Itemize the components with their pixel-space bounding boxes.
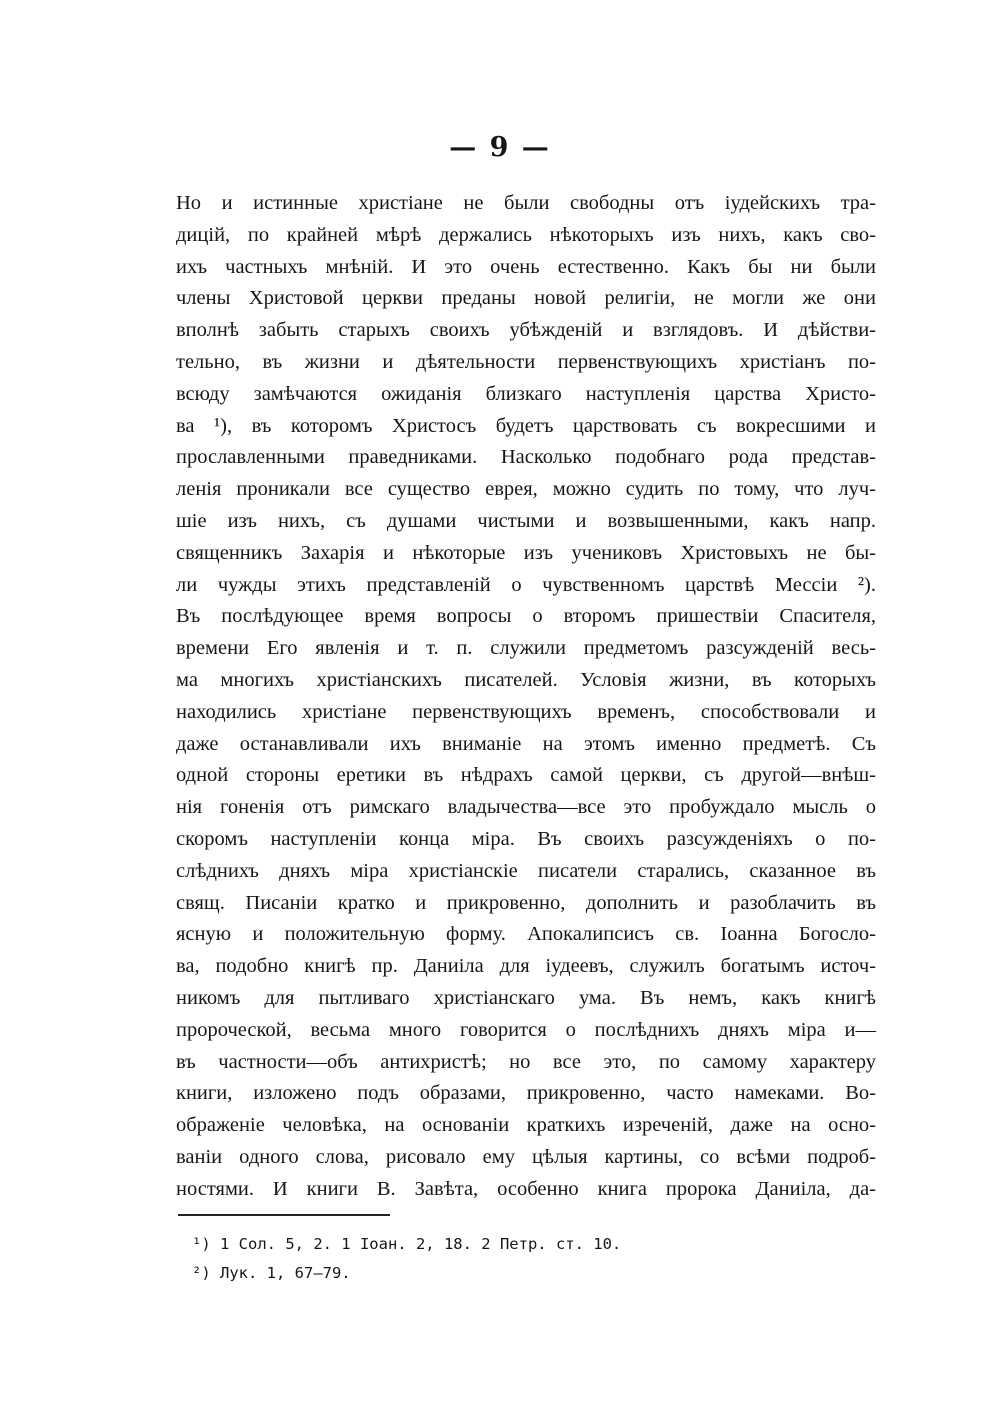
- text-line: ванiи одного слова, рисовало ему цѣлыя картины, со всѣми подроб-: [176, 1145, 876, 1168]
- text-line: прославленными праведниками. Насколько подобнаго рода представ-: [176, 446, 876, 469]
- text-line: скоромъ наступленiи конца мiра. Въ своихъ разсужденiяхъ о по-: [176, 827, 876, 850]
- text-line: ва ¹), въ которомъ Христосъ будетъ царствовать съ вокресшими и: [176, 414, 876, 437]
- text-line: ма многихъ христiанскихъ писателей. Условiя жизни, въ которыхъ: [176, 668, 876, 691]
- text-line: нiя гоненiя отъ римскаго владычества—все это пробуждало мысль о: [176, 796, 876, 819]
- text-line: всюду замѣчаются ожиданiя близкаго наступленiя царства Христо-: [176, 382, 876, 405]
- text-line: ихъ частныхъ мнѣнiй. И это очень естественно. Какъ бы ни были: [176, 255, 876, 278]
- text-line: тельно, въ жизни и дѣятельности первенствующихъ христiанъ по-: [176, 350, 876, 373]
- text-line: шiе изъ нихъ, съ душами чистыми и возвышенными, какъ напр.: [176, 509, 876, 532]
- text-line: Въ послѣдующее время вопросы о второмъ пришествiи Спасителя,: [176, 605, 876, 628]
- footnote-divider: [178, 1214, 390, 1216]
- text-line: ясную и положительную форму. Апокалипсисъ св. Iоанна Богосло-: [176, 923, 876, 946]
- text-line: дицiй, по крайней мѣрѣ держались нѣкоторыхъ изъ нихъ, какъ сво-: [176, 223, 876, 246]
- text-line: пророческой, весьма много говорится о послѣднихъ дняхъ мiра и—: [176, 1018, 876, 1041]
- text-line: вполнѣ забыть старыхъ своихъ убѣжденiй и взглядовъ. И дѣйстви-: [176, 319, 876, 342]
- text-line: даже останавливали ихъ вниманiе на этомъ именно предметѣ. Съ: [176, 732, 876, 755]
- text-line: Но и истинные христiане не были свободны отъ iудейскихъ тра-: [176, 192, 876, 214]
- text-line: находились христiане первенствующихъ временъ, способствовали и: [176, 700, 876, 723]
- text-line: ностями. И книги В. Завѣта, особенно книга пророка Даниiла, да-: [176, 1177, 876, 1200]
- page-number: — 9 —: [449, 132, 551, 163]
- text-line: одной стороны еретики въ нѣдрахъ самой церкви, съ другой—внѣш-: [176, 764, 876, 787]
- text-line: члены Христовой церкви преданы новой религiи, не могли же они: [176, 287, 876, 310]
- footnote-2: ²) Лук. 1, 67—79.: [192, 1264, 351, 1282]
- text-line: ли чужды этихъ представленiй о чувственномъ царствѣ Мессiи ²).: [176, 573, 876, 596]
- text-line: времени Его явленiя и т. п. служили предметомъ разсужденiй весь-: [176, 637, 876, 660]
- body-text: [176, 188, 876, 1206]
- footnotes: [192, 1230, 832, 1288]
- text-line: книги, изложено подъ образами, прикровенно, часто намеками. Во-: [176, 1082, 876, 1105]
- text-line: въ частности—объ антихристѣ; но все это, по самому характеру: [176, 1050, 876, 1073]
- text-line: ображенiе человѣка, на основанiи краткихъ изреченiй, даже на осно-: [176, 1114, 876, 1137]
- text-line: слѣднихъ дняхъ мiра христiанскiе писатели старались, сказанное въ: [176, 859, 876, 882]
- text-line: никомъ для пытливаго христiанскаго ума. Въ немъ, какъ книгѣ: [176, 986, 876, 1009]
- text-line: ленiя проникали все существо еврея, можно судить по тому, что луч-: [176, 478, 876, 501]
- text-line: ва, подобно книгѣ пр. Даниiла для iудеевъ, служилъ богатымъ источ-: [176, 955, 876, 978]
- footnote-1: ¹) 1 Сол. 5, 2. 1 Iоан. 2, 18. 2 Петр. ст. 10.: [192, 1235, 622, 1253]
- text-line: свящ. Писанiи кратко и прикровенно, дополнить и разоблачить въ: [176, 891, 876, 914]
- text-line: священникъ Захарiя и нѣкоторые изъ учениковъ Христовыхъ не бы-: [176, 541, 876, 564]
